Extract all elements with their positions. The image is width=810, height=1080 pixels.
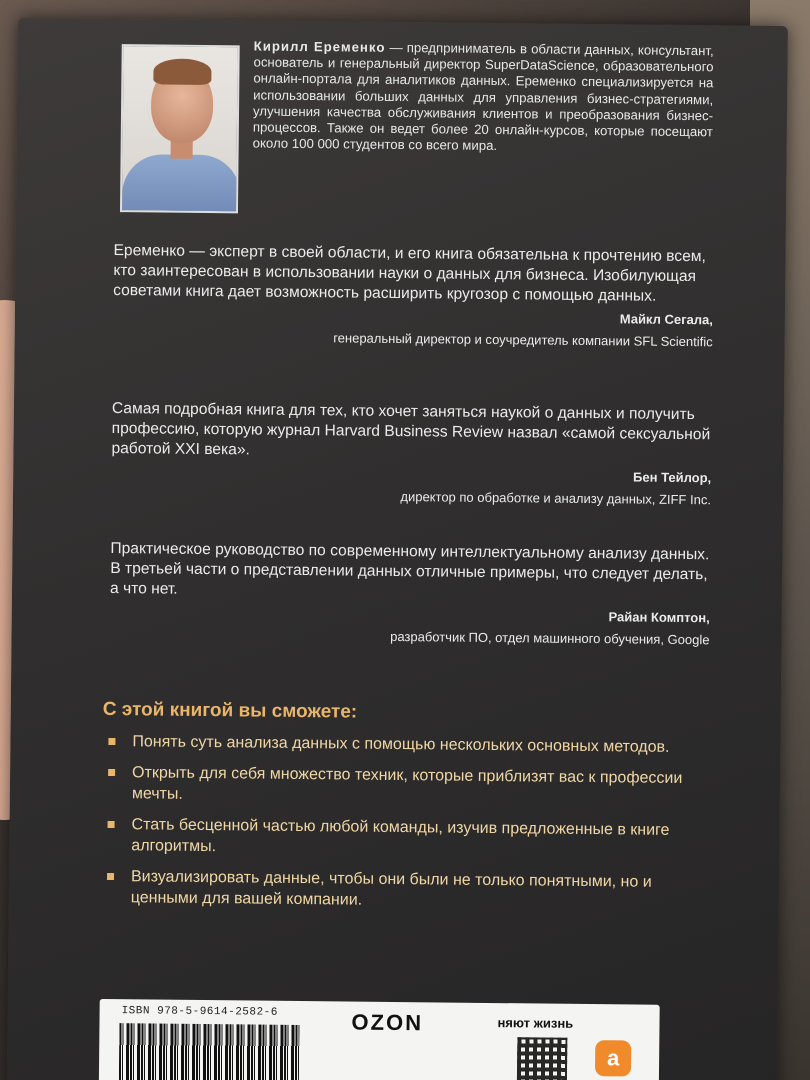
review-quote [111,399,712,510]
photo-shirt [122,154,240,213]
book-back-cover [7,18,788,1080]
barcode-sticker [99,999,660,1080]
barcode-icon [119,1023,300,1080]
square-bullet-icon [108,738,115,745]
review-quote [113,241,714,352]
benefit-text: Открыть для себя множество техник, которые приблизят вас к профессии мечты. [131,764,683,803]
review-text: Еременко — эксперт в своей области, и его книга обязательна к прочтению всем, кто заинтересован в использовании науки о данных для бизнеса. Изобилующая советами книга дает возможность расширить кругозор с помощью данных. [113,242,706,305]
review-role: директор по обработке и анализу данных, ZIFF Inc. [400,489,712,508]
review-role: генеральный директор и соучредитель компании SFL Scientific [333,330,713,350]
qr-code-icon [517,1037,568,1080]
benefits-list [101,731,703,924]
review-text: Практическое руководство по современному интеллектуальному анализу данных. В третьей части о представлении данных отличные примеры, что следует делать, а что нет. [109,539,710,598]
review-author: Майкл Сегала, [619,311,713,328]
benefit-text: Понять суть анализа данных с помощью нескольких основных методов. [132,733,670,756]
photo-hair [153,58,211,85]
author-name: Кирилл Еременко [253,38,386,55]
isbn-number: ISBN 978-5-9614-2582-6 [121,1005,278,1019]
list-item [101,814,701,862]
review-quote [109,539,710,650]
square-bullet-icon [108,821,115,828]
list-item [102,762,702,810]
benefits-title: С этой книгой вы сможете: [102,698,358,723]
sticker-tagline: няют жизнь [497,1015,574,1031]
review-role: разработчик ПО, отдел машинного обучения, Google [390,628,710,648]
author-bio [253,38,714,156]
list-item [101,866,701,914]
app-logo-icon: a [595,1040,631,1076]
author-bio-text: — предприниматель в области данных, консультант, основатель и генеральный директор SuperDataScience, образовательного онлайн-портала для аналитиков данных. Еременко специализируется на использовании больших данных для управления бизнес-стратегиями, улучшения качества обслуживания клиентов и преобразования бизнес-процессов. Также он ведет более 20 онлайн-курсов, которые посещают около 100 000 студентов со всего мира. [252,39,714,154]
list-item [102,731,702,758]
author-photo [120,44,240,213]
benefit-text: Стать бесценной частью любой команды, изучив предложенные в книге алгоритмы. [131,816,670,856]
review-text: Самая подробная книга для тех, кто хочет заняться наукой о данных и получить профессию, которую журнал Harvard Business Review назвал «самой сексуальной работой XXI века». [111,400,711,459]
review-author: Бен Тейлор, [633,469,712,486]
square-bullet-icon [108,769,115,776]
review-author: Райан Комптон, [608,609,710,626]
benefit-text: Визуализировать данные, чтобы они были не только понятными, но и ценными для вашей компании. [130,868,652,909]
ozon-logo: OZON [351,1009,424,1036]
square-bullet-icon [107,873,114,880]
